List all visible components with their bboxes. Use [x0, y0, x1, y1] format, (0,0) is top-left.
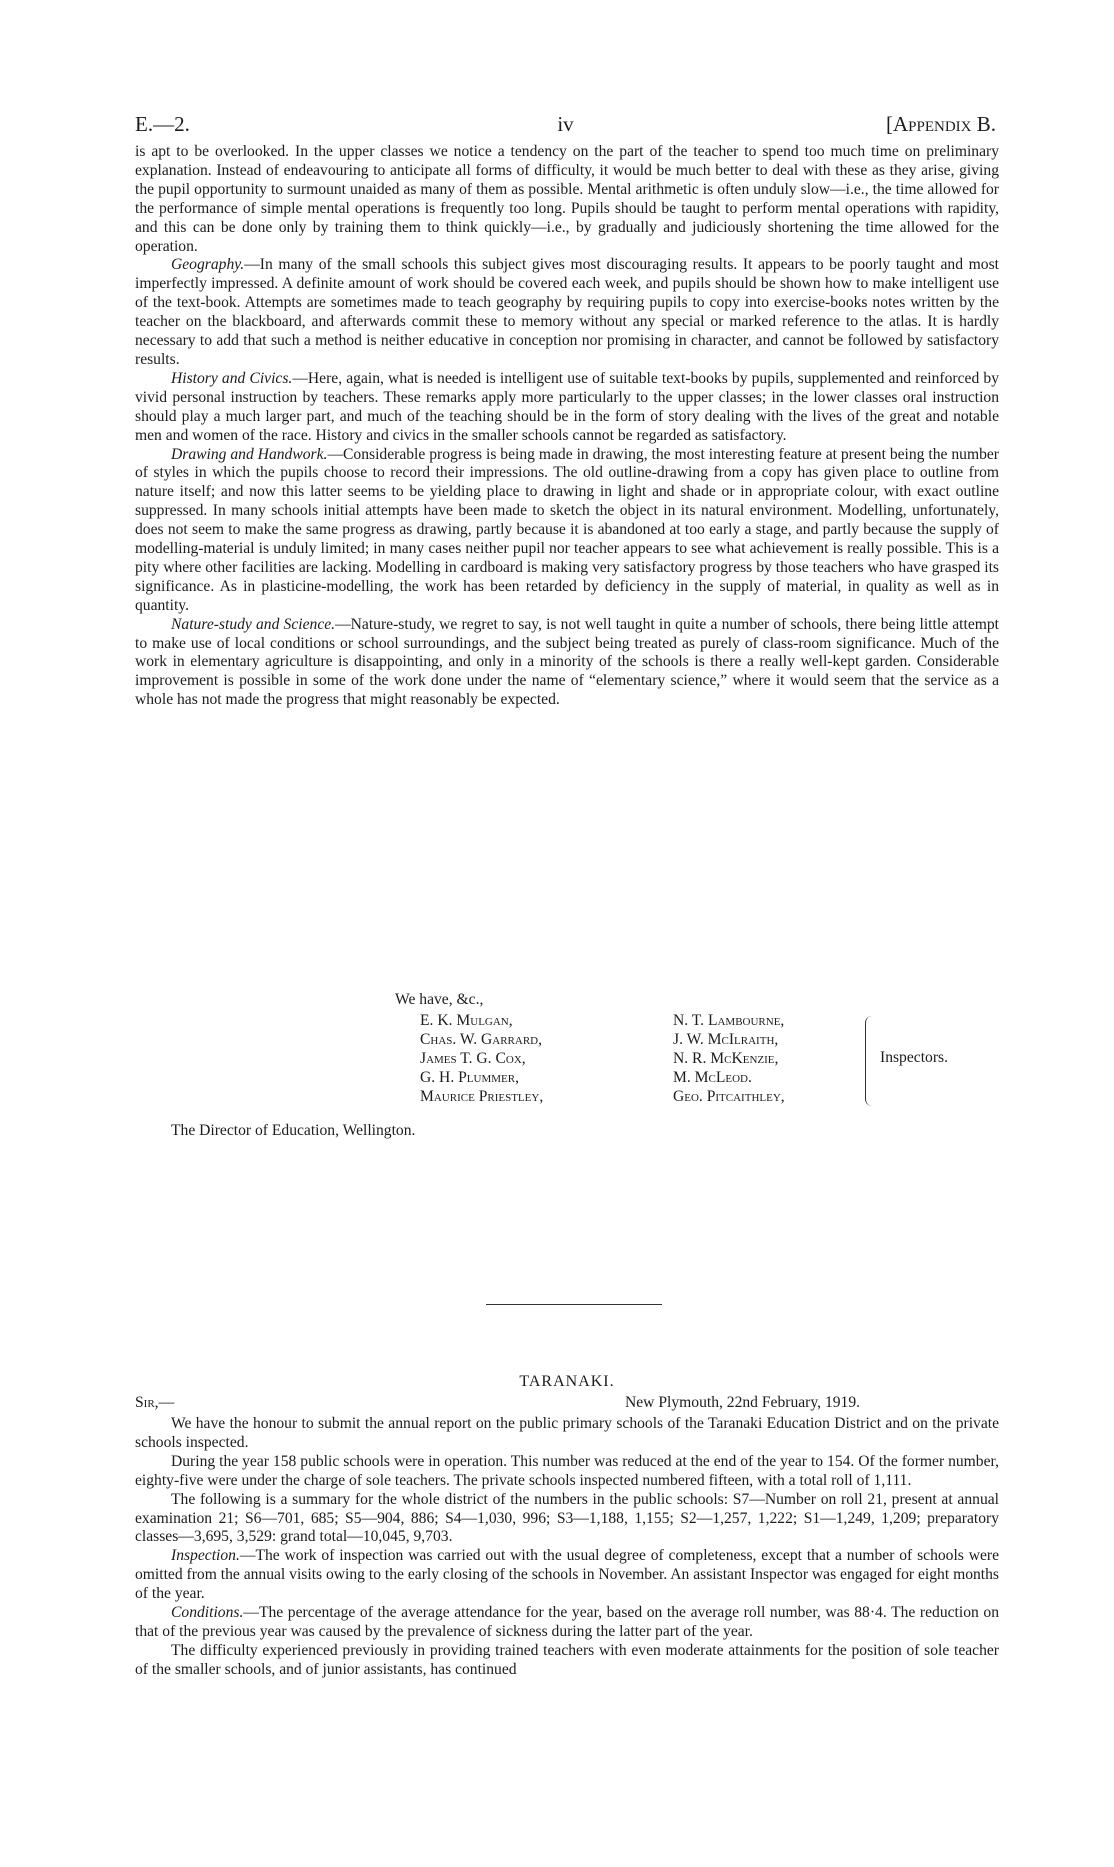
paragraph-geography: Geography.—In many of the small schools this subject gives most discouraging results. It appears to be poorly taught and most imperfectly impressed. A definite amount of work should be covered each week, and pupils should be shown how to make intelligent use of the text-book. Attempts are sometimes made to teach geography by requiring pupils to copy into exercise-books notes written by the teacher on the blackboard, and afterwards commit these to memory without any special or marked reference to the atlas. It is hardly necessary to add that such a method is neither educative in conception nor promising in character, and cannot be followed by satisfactory results. — [135, 256, 999, 368]
paragraph: During the year 158 public schools were in operation. This number was reduced at the end of the year to 154. Of the former number, eighty-five were under the charge of sole teachers. The private schools inspected numbered fifteen, with a total roll of 1,111. — [135, 1452, 999, 1489]
brace — [865, 1016, 872, 1106]
paragraph: is apt to be overlooked. In the upper classes we notice a tendency on the part of the teacher to spend too much time on preliminary explanation. Instead of endeavouring to anticipate all forms of difficulty, it would be much better to deal with these as they arise, giving the pupil opportunity to surmount unaided as many of them as possible. Mental arithmetic is often unduly slow—i.e., the time allowed for the performance of simple mental operations is frequently too long. Pupils should be taught to perform mental operations with rapidity, and this can be done only by training them to think quickly—i.e., by gradually and judiciously shortening the time allowed for the operation. — [135, 143, 999, 255]
addressee: The Director of Education, Wellington. — [171, 1121, 416, 1139]
salutation-line — [135, 1394, 999, 1414]
closing-phrase: We have, &c., — [395, 991, 484, 1008]
taranaki-section — [135, 1415, 999, 1680]
page-number: iv — [557, 112, 574, 136]
inspectors-label: Inspectors. — [880, 1048, 948, 1066]
paragraph: We have the honour to submit the annual report on the public primary schools of the Taranaki Education District and on the private schools inspected. — [135, 1415, 999, 1451]
signatory: Maurice Priestley, — [420, 1087, 544, 1105]
signoff-block — [135, 991, 999, 1141]
paragraph-drawing-handwork: Drawing and Handwork.—Considerable progress is being made in drawing, the most interesting feature at present being the number of styles in which the pupils choose to record their impressions. The old outline-drawing from a copy has given place to outline from nature itself; and now this latter seems to be yielding place to drawing in light and shade or in appropriate colour, with exact outline suppressed. In many schools initial attempts have been made to sketch the object in its natural environment. Modelling, unfortunately, does not seem to make the same progress as drawing, partly because it is abandoned at too early a stage, and partly because the supply of modelling-material is unduly limited; in many cases neither pupil nor teacher appears to see what achievement is really possible. This is a pity where other facilities are lacking. Modelling in cardboard is making very satisfactory progress by those teachers who have grasped its significance. As in plasticine-modelling, the work has been retarded by deficiency in the supply of material, in quality as well as in quantity. — [135, 445, 999, 614]
signatory: N. T. Lambourne, — [673, 1011, 785, 1029]
signatories-column-left — [420, 1012, 543, 1107]
signatory: James T. G. Cox, — [420, 1049, 526, 1067]
signatory: M. McLeod. — [673, 1068, 752, 1086]
signatory: E. K. Mulgan, — [420, 1011, 513, 1029]
paragraph-nature-study: Nature-study and Science.—Nature-study, we regret to say, is not well taught in quite a number of schools, there being little attempt to make use of local conditions or school surroundings, and the subject being treated as purely of class-room significance. Much of the work in elementary agriculture is disappointing, and only in a minority of the schools is there a really well-kept garden. Considerable improvement is possible in some of the work done under the name of “elementary science,” where it would seem that the service as a whole has not made the progress that might reasonably be expected. — [135, 615, 1000, 709]
salutation: Sir,— — [135, 1394, 175, 1411]
signatory: Chas. W. Garrard, — [420, 1030, 543, 1048]
signatory: Geo. Pitcaithley, — [673, 1087, 785, 1105]
dateline: New Plymouth, 22nd February, 1919. — [625, 1394, 861, 1411]
signatories-column-right — [673, 1012, 785, 1107]
continuation-section — [135, 143, 999, 710]
paragraph: The difficulty experienced previously in providing trained teachers with even moderate attainments for the position of sole teacher of the smaller schools, and of junior assistants, has continued — [135, 1641, 999, 1678]
appendix-label: [Appendix B. — [885, 112, 996, 136]
section-divider — [486, 1304, 662, 1305]
signatory: J. W. McIlraith, — [673, 1030, 779, 1048]
paragraph-inspection: Inspection.—The work of inspection was carried out with the usual degree of completeness, except that a number of schools were omitted from the annual visits owing to the early closing of the schools in November. An assistant Inspector was engaged for eight months of the year. — [135, 1547, 999, 1603]
paragraph-summary: The following is a summary for the whole district of the numbers in the public schools: S7—Number on roll 21, present at annual examination 21; S6—701, 685; S5—904, 886; S4—1,030, 996; S3—1,188, 1,155; S2—1,257, 1,222; S1—1,249, 1,209; preparatory classes—3,695, 3,529: grand total—10,045, 9,703. — [135, 1490, 999, 1546]
section-title: TARANAKI. — [519, 1373, 615, 1390]
page-header — [135, 112, 996, 140]
signatory: N. R. McKenzie, — [673, 1049, 779, 1067]
report-code: E.—2. — [135, 112, 190, 136]
paragraph-history-civics: History and Civics.—Here, again, what is needed is intelligent use of suitable text-books by pupils, supplemented and reinforced by vivid personal instruction by teachers. These remarks apply more particularly to the upper classes; in the lower classes oral instruction should play a much larger part, and much of the teaching should be in the form of story dealing with the lives of the great and notable men and women of the race. History and civics in the smaller schools cannot be regarded as satisfactory. — [135, 369, 999, 444]
signatories — [135, 1012, 999, 1122]
signatory: G. H. Plummer, — [420, 1068, 519, 1086]
paragraph-conditions: Conditions.—The percentage of the average attendance for the year, based on the average roll number, was 88·4. The reduction on that of the previous year was caused by the prevalence of sickness during the latter part of the year. — [135, 1604, 999, 1640]
